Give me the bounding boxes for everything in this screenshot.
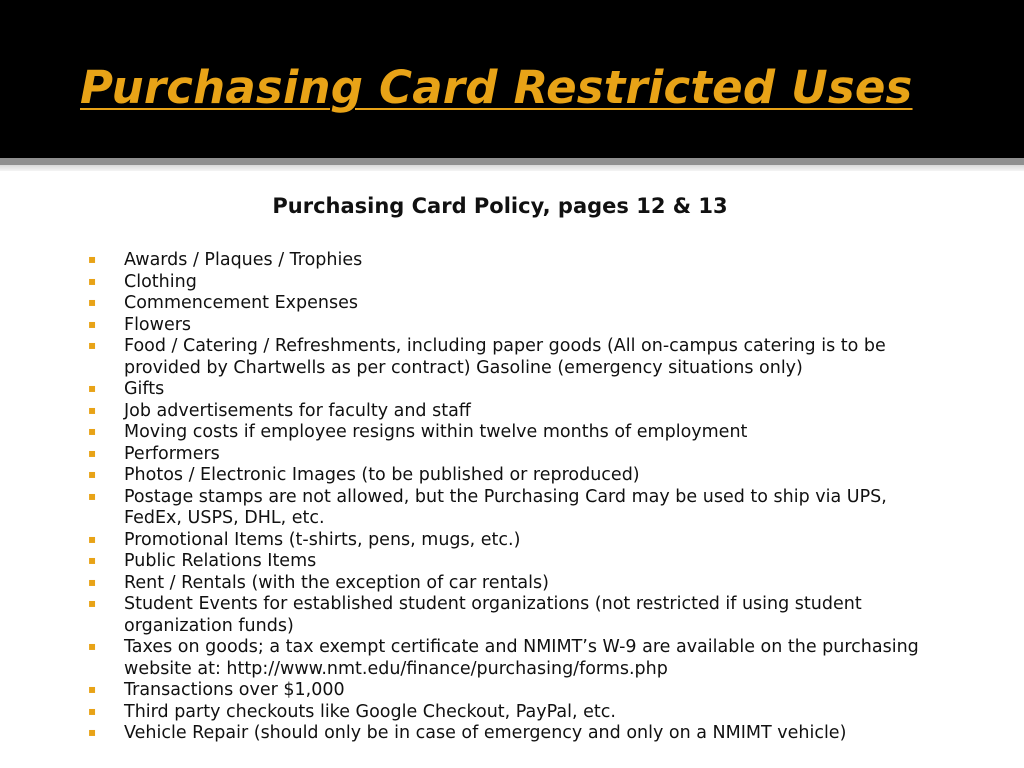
bullet-icon: ▪ — [88, 553, 97, 567]
slide-title: Purchasing Card Restricted Uses — [80, 61, 913, 114]
list-item-text: Postage stamps are not allowed, but the Purchasing Card may be used to ship via UPS, FedEx, USPS, DHL, etc. — [124, 486, 887, 528]
list-item-text: Commencement Expenses — [124, 293, 358, 313]
bullet-icon: ▪ — [88, 488, 97, 503]
header-divider — [0, 158, 1024, 165]
list-item — [84, 315, 924, 337]
list-item-text: Flowers — [124, 314, 192, 335]
bullet-icon: ▪ — [88, 467, 97, 481]
bullet-icon: ▪ — [88, 273, 97, 288]
list-item — [84, 702, 924, 724]
list-item-text: Awards / Plaques / Trophies — [124, 250, 363, 270]
list-item-text: Job advertisements for faculty and staff — [124, 400, 471, 421]
list-item-text: Rent / Rentals (with the exception of car rentals) — [124, 572, 549, 593]
header-divider-shadow — [0, 165, 1024, 171]
list-item — [84, 637, 924, 680]
list-item — [84, 379, 924, 401]
bullet-icon: ▪ — [88, 424, 97, 438]
list-item — [84, 272, 924, 294]
list-item — [84, 444, 924, 466]
list-item — [84, 336, 924, 379]
list-item — [84, 680, 924, 702]
list-item — [84, 723, 924, 745]
list-item-text: Vehicle Repair (should only be in case of emergency and only on a NMIMT vehicle) — [124, 723, 847, 743]
bullet-icon: ▪ — [88, 639, 97, 653]
list-item — [84, 422, 924, 444]
list-item-text: Photos / Electronic Images (to be published or reproduced) — [124, 465, 640, 485]
bullet-icon: ▪ — [88, 703, 97, 718]
list-item-text: Public Relations Items — [124, 551, 317, 571]
list-item — [84, 594, 924, 637]
list-item — [84, 465, 924, 487]
list-item-text: Food / Catering / Refreshments, including paper goods (All on-campus catering is to be provided by Chartwells as per contract) Gasoline (emergency situations only) — [124, 336, 886, 378]
bullet-icon: ▪ — [88, 682, 97, 696]
list-item — [84, 293, 924, 315]
list-item — [84, 573, 924, 595]
list-item-text: Performers — [124, 443, 220, 464]
slide-header — [0, 0, 1024, 158]
list-item-text: Third party checkouts like Google Checkout, PayPal, etc. — [124, 701, 616, 722]
slide-subtitle: Purchasing Card Policy, pages 12 & 13 — [272, 194, 728, 218]
restricted-uses-list — [84, 250, 924, 745]
list-item — [84, 250, 924, 272]
list-item-text: Taxes on goods; a tax exempt certificate and NMIMT’s W-9 are available on the purchasing website at: http://www.nmt.edu/finance/purchasing/forms.php — [124, 637, 919, 679]
bullet-icon: ▪ — [88, 381, 97, 395]
list-item — [84, 487, 924, 530]
list-item-text: Transactions over $1,000 — [124, 680, 345, 700]
bullet-icon: ▪ — [88, 252, 97, 266]
list-item-text: Clothing — [124, 271, 197, 292]
list-item-text: Promotional Items (t-shirts, pens, mugs, etc.) — [124, 529, 521, 550]
list-item-text: Gifts — [124, 379, 165, 399]
bullet-icon: ▪ — [88, 338, 97, 352]
list-item-text: Student Events for established student organizations (not restricted if using student organization funds) — [124, 594, 862, 636]
bullet-icon: ▪ — [88, 596, 97, 610]
bullet-icon: ▪ — [88, 574, 97, 589]
bullet-icon: ▪ — [88, 445, 97, 460]
bullet-icon: ▪ — [88, 316, 97, 331]
bullet-icon: ▪ — [88, 295, 97, 309]
list-item — [84, 551, 924, 573]
list-item — [84, 530, 924, 552]
list-item — [84, 401, 924, 423]
bullet-icon: ▪ — [88, 725, 97, 739]
bullet-icon: ▪ — [88, 531, 97, 546]
bullet-icon: ▪ — [88, 402, 97, 417]
list-item-text: Moving costs if employee resigns within twelve months of employment — [124, 422, 748, 442]
